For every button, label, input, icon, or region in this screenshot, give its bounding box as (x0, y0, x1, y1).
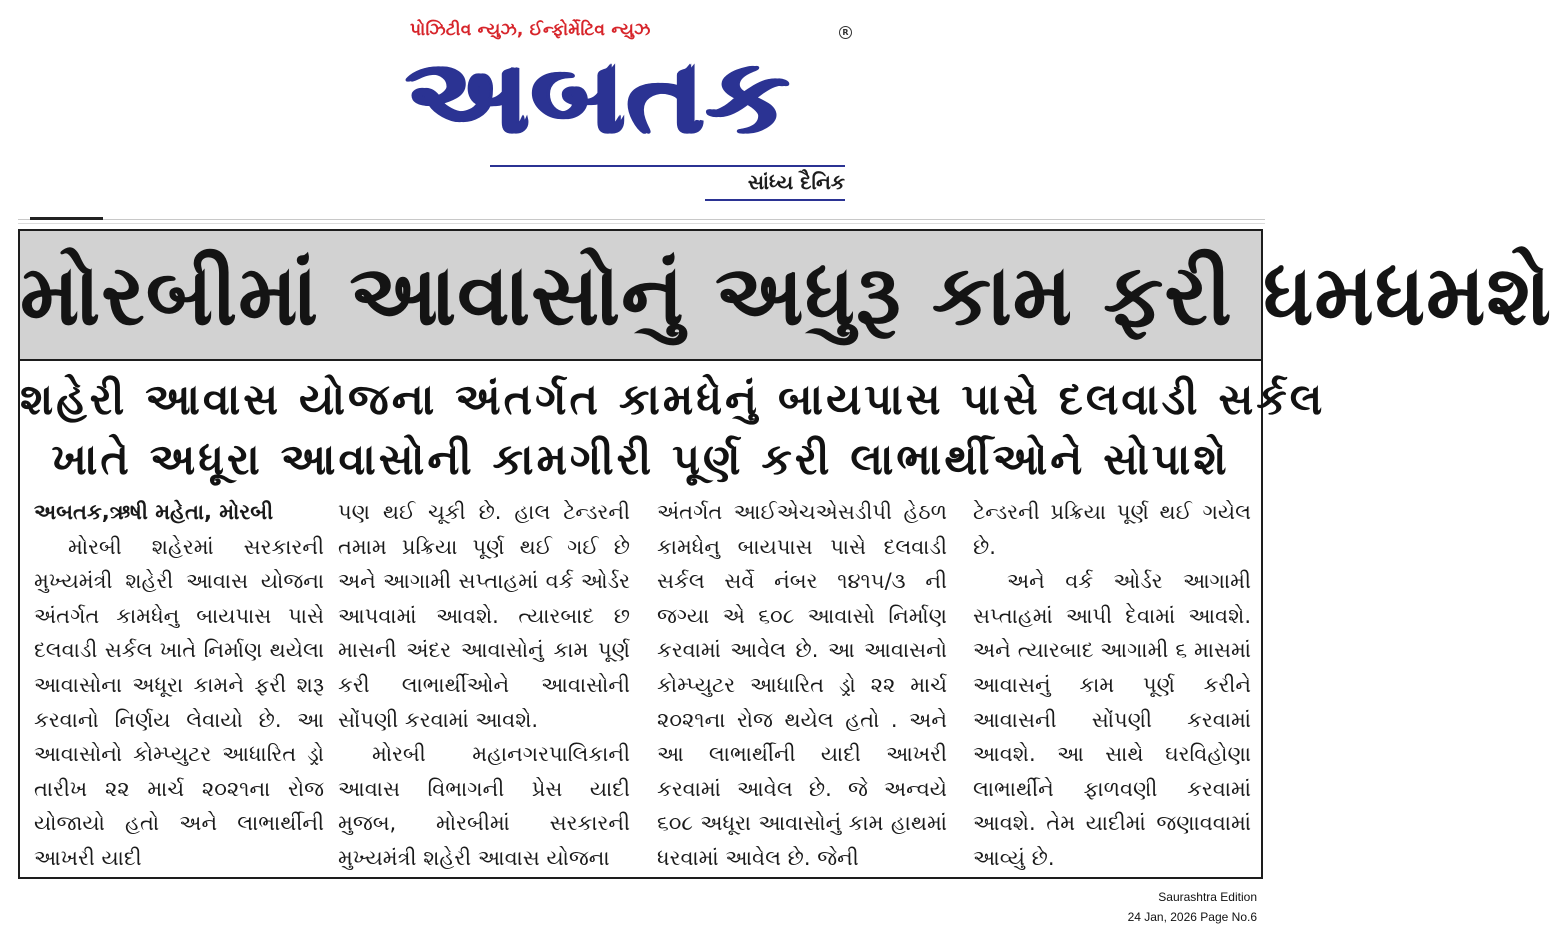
edition-info (1128, 887, 1257, 927)
page-divider (18, 219, 1265, 220)
column-1-paragraph: મોરબી શહેરમાં સરકારની મુખ્યમંત્રી શહેરી આવાસ યોજના અંતર્ગત કામધેનુ બાયપાસ પાસે દલવાડી સર્કલ ખાતે નિર્માણ થયેલા આવાસોના અધૂરા કામને ફરી શરૂ કરવાનો નિર્ણય લેવાયો છે. આ આવાસોનો કોમ્પ્યુટર આધારિત ડ્રો તારીખ ૨૨ માર્ચ ૨૦૨૧ના રોજ યોજાયો હતો અને લાભાર્થીની આખરી યાદી (34, 534, 324, 870)
edition-date-page: 24 Jan, 2026 Page No.6 (1127, 910, 1257, 924)
article-subhead-line2: ખાતે અધૂરા આવાસોની કામગીરી પૂર્ણ કરી લાભાર્થીઓને સોપાશે (51, 435, 1230, 485)
article-byline: અબતક,ઋષી મહેતા, મોરબી (34, 500, 274, 524)
masthead (405, 18, 860, 204)
column-2-paragraph-b: મોરબી મહાનગરપાલિકાની આવાસ વિભાગની પ્રેસ યાદી મુજબ, મોરબીમાં સરકારની મુખ્યમંત્રી શહેરી આવાસ યોજના (338, 742, 630, 870)
column-2-paragraph-a: પણ થઈ ચૂકી છે. હાલ ટેન્ડરની તમામ પ્રક્રિયા પૂર્ણ થઈ ગઈ છે અને આગામી સપ્તાહમાં વર્ક ઓર્ડર આપવામાં આવશે. ત્યારબાદ છ માસની અંદર આવાસોનું કામ પૂર્ણ કરી લાભાર્થીઓને આવાસોની સોંપણી કરવામાં આવશે. (338, 500, 630, 732)
column-4-paragraph-a: ટેન્ડરની પ્રક્રિયા પૂર્ણ થઈ ગયેલ છે. (973, 500, 1251, 559)
registered-mark-icon: R (839, 26, 852, 39)
column-4-paragraph-b: અને વર્ક ઓર્ડર આગામી સપ્તાહમાં આપી દેવામાં આવશે. અને ત્યારબાદ આગામી ૬ માસમાં આવાસનું કામ પૂર્ણ કરીને આવાસની સોંપણી કરવામાં આવશે. આ સાથે ઘરવિહોણા લાભાર્થીને ફાળવણી કરવામાં આવશે. તેમ યાદીમાં જણાવવામાં આવ્યું છે. (973, 569, 1251, 870)
news-article (18, 229, 1552, 879)
article-subhead-line1: શહેરી આવાસ યોજના અંતર્ગત કામધેનું બાયપાસ પાસે દલવાડી સર્કલ (20, 375, 1326, 425)
page-divider-accent (30, 217, 103, 220)
article-column-3 (657, 495, 947, 873)
article-column-4 (973, 495, 1251, 873)
article-column-2 (338, 495, 630, 873)
page-divider-secondary (18, 223, 1265, 224)
article-column-1 (34, 495, 324, 873)
masthead-subtitle: સાંધ્ય દૈનિક (747, 170, 845, 194)
masthead-tagline: પોઝિટીવ ન્યુઝ, ઈન્ફોર્મેટિવ ન્યુઝ (410, 20, 651, 40)
headline-band (20, 231, 1552, 361)
edition-name: Saurashtra Edition (1158, 890, 1257, 904)
subtitle-underline (705, 199, 845, 201)
logo-underline (490, 165, 845, 167)
article-headline: મોરબીમાં આવાસોનું અધુરૂ કામ ફરી ધમધમશે (20, 246, 1552, 344)
newspaper-logo: અબતક (405, 35, 790, 157)
column-3-paragraph: અંતર્ગત આઈએચએસડીપી હેઠળ કામધેનુ બાયપાસ પાસે દલવાડી સર્કલ સર્વે નંબર ૧૪૧૫/૩ ની જગ્યા એ ૬૦૮ આવાસો નિર્માણ કરવામાં આવેલ છે. આ આવાસનો કોમ્પ્યુટર આધારિત ડ્રો ૨૨ માર્ચ ૨૦૨૧ના રોજ થયેલ હતો . અને આ લાભાર્થીની યાદી આખરી કરવામાં આવેલ છે. જે અન્વયે ૬૦૮ અધૂરા આવાસોનું કામ હાથમાં ધરવામાં આવેલ છે. જેની (657, 500, 947, 870)
